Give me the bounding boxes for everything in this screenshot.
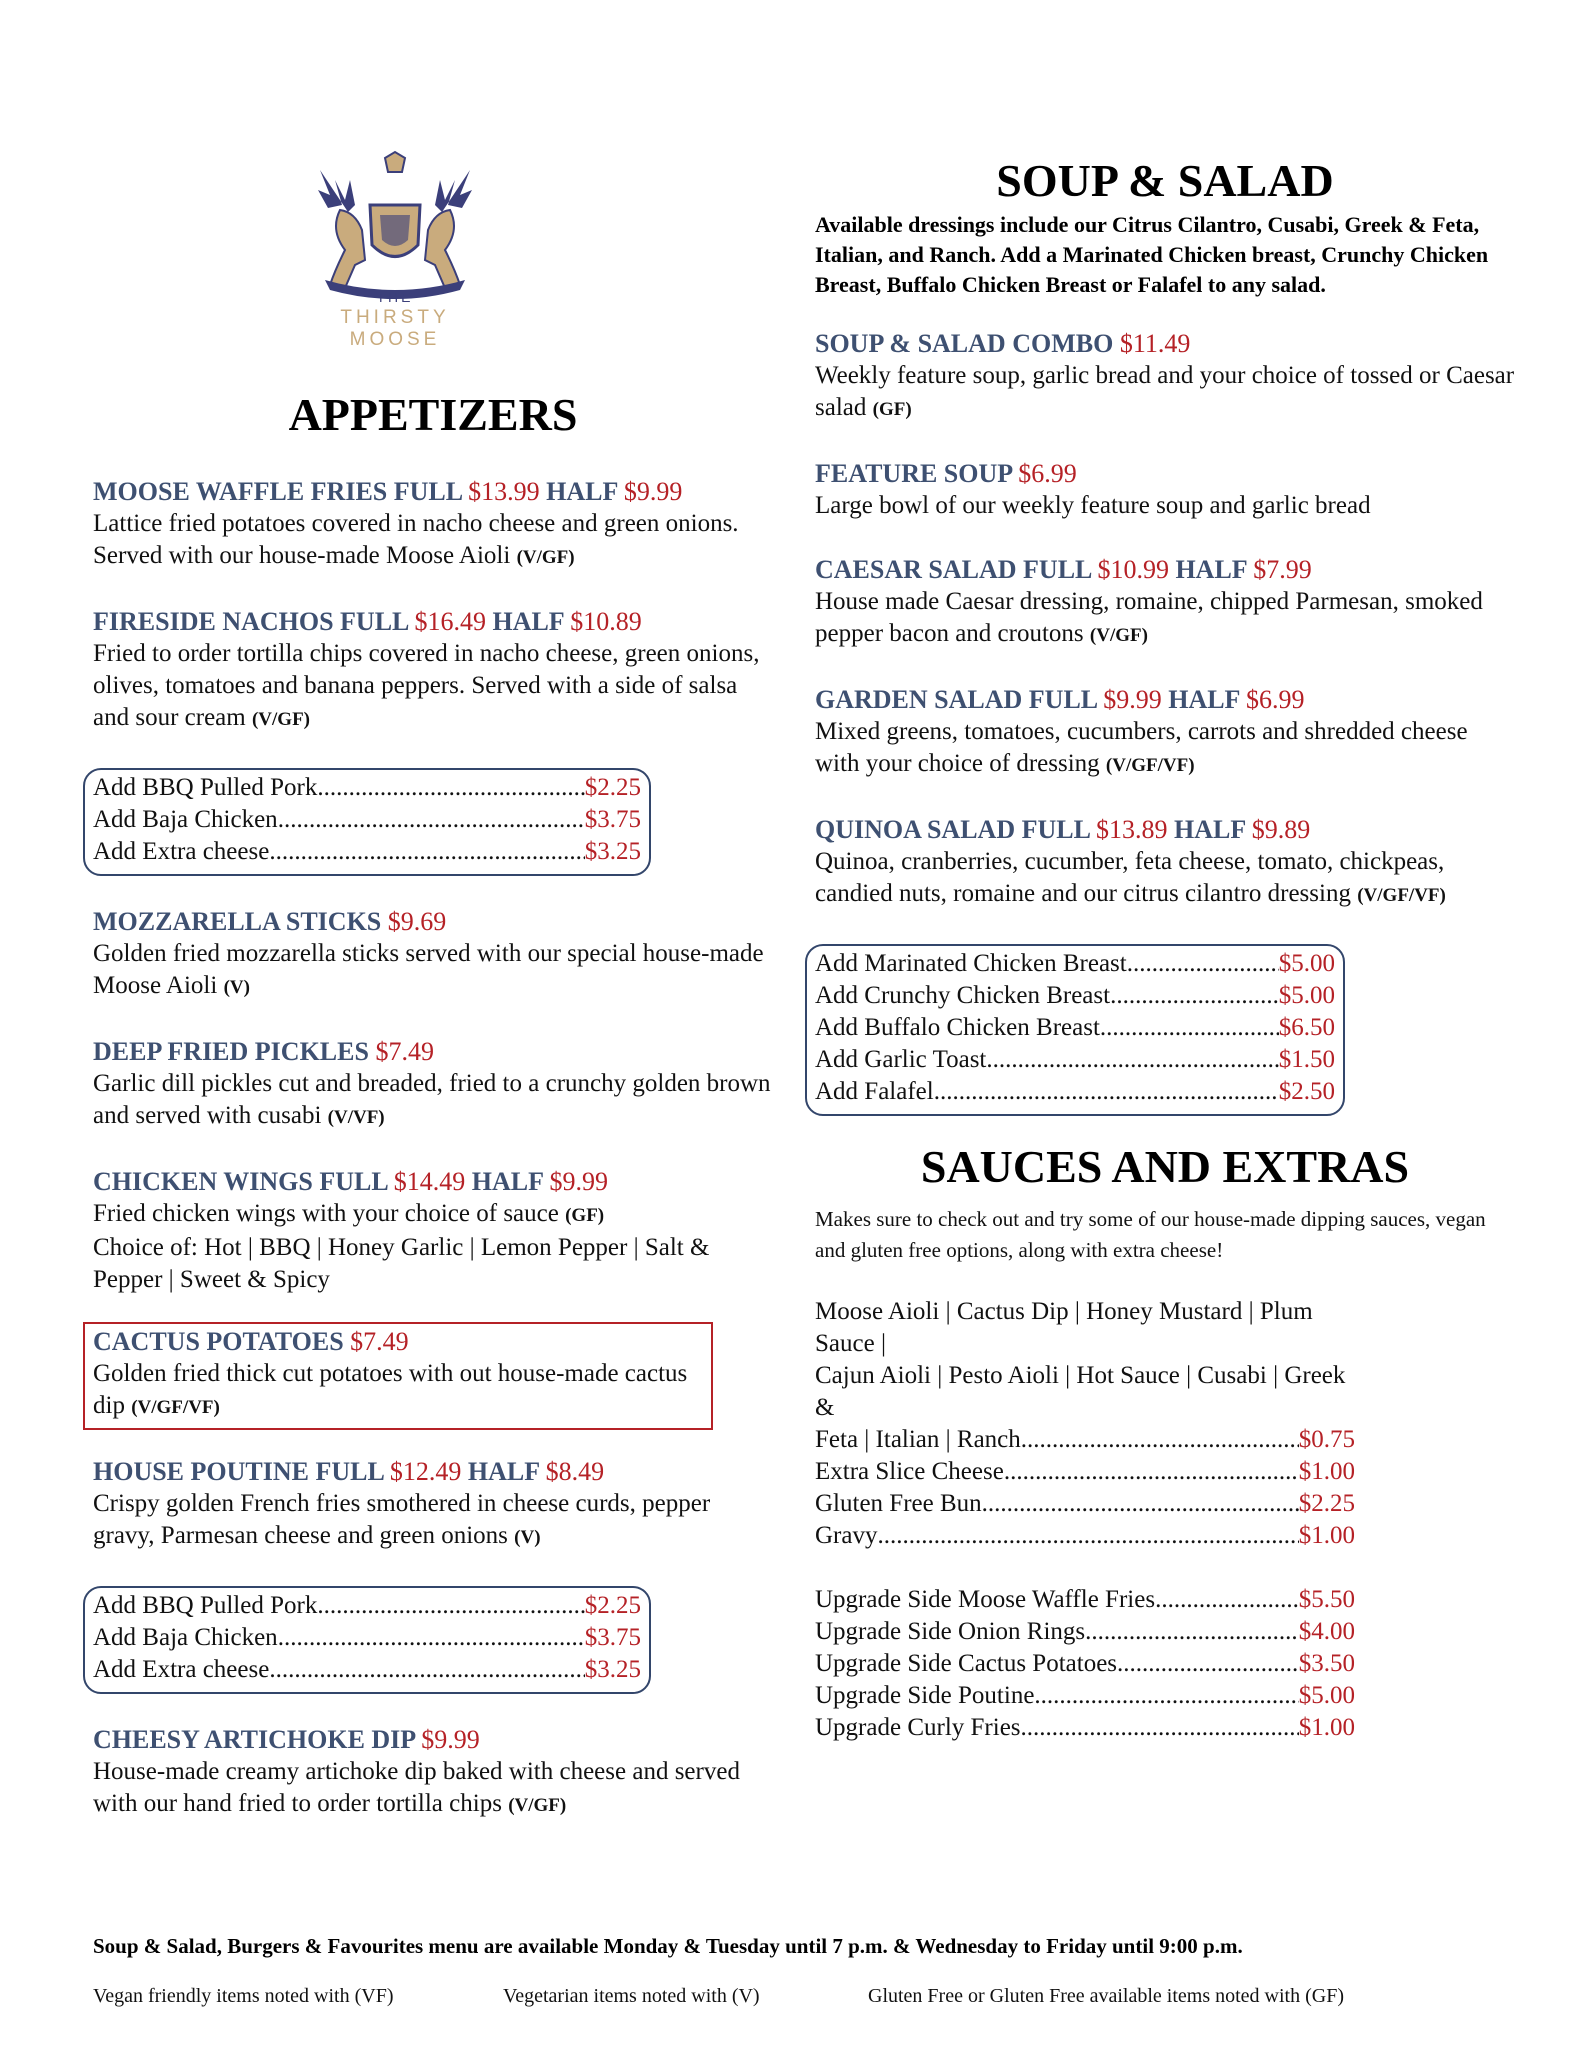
addon-row bbox=[93, 772, 641, 804]
item-price-half: $7.99 bbox=[1253, 555, 1312, 584]
addon-name: Add BBQ Pulled Pork bbox=[93, 1592, 318, 1619]
appetizers-title: APPETIZERS bbox=[288, 389, 578, 440]
diet-tag: (V/GF/VF) bbox=[131, 1397, 220, 1418]
addon-price: $3.75 bbox=[584, 806, 641, 833]
logo-text-the: THE bbox=[376, 289, 414, 305]
addon-price: $1.50 bbox=[1278, 1046, 1335, 1073]
diet-tag: (V/VF) bbox=[327, 1107, 385, 1128]
item-price-full: $14.49 bbox=[393, 1167, 466, 1196]
dressings-intro: Available dressings include our Citrus Cilantro, Cusabi, Greek & Feta, Italian, and Ranch. Add a Marinated Chicken breast, Crunchy Chicken Breast, Buffalo Chicken Breast or Falafel to any salad. bbox=[815, 212, 1489, 297]
item-price: $9.99 bbox=[421, 1725, 480, 1754]
menu-item-moose-waffle-fries bbox=[93, 476, 773, 574]
upgrade-row bbox=[815, 1616, 1355, 1648]
item-name: MOOSE WAFFLE FRIES FULL bbox=[93, 477, 462, 506]
item-price-full: $16.49 bbox=[414, 607, 486, 636]
item-price: $11.49 bbox=[1119, 329, 1191, 358]
item-label-half: HALF bbox=[1168, 685, 1240, 714]
item-price: $6.99 bbox=[1018, 459, 1077, 488]
logo-text-thirsty: THIRSTY bbox=[340, 307, 450, 328]
upgrade-name: Upgrade Side Cactus Potatoes bbox=[815, 1650, 1118, 1677]
addon-price: $6.50 bbox=[1278, 1014, 1335, 1041]
extra-price: $1.00 bbox=[1298, 1522, 1355, 1549]
item-price-full: $10.99 bbox=[1097, 555, 1169, 584]
menu-item-house-poutine bbox=[93, 1456, 773, 1554]
leader-dots bbox=[1021, 1712, 1299, 1744]
addon-name: Add Extra cheese bbox=[93, 1656, 270, 1683]
poutine-addons-box bbox=[83, 1586, 651, 1694]
addon-name: Add Extra cheese bbox=[93, 838, 270, 865]
addon-price: $3.25 bbox=[584, 1656, 641, 1683]
addon-row bbox=[815, 980, 1335, 1012]
legend-gluten-free: Gluten Free or Gluten Free available items noted with (GF) bbox=[868, 1985, 1344, 2007]
diet-tag: (V/GF) bbox=[508, 1795, 567, 1816]
item-price-half: $9.99 bbox=[623, 477, 683, 506]
diet-tag: (GF) bbox=[872, 399, 912, 420]
logo-text-moose: MOOSE bbox=[349, 329, 441, 350]
addon-name: Add Crunchy Chicken Breast bbox=[815, 982, 1111, 1009]
addon-row bbox=[815, 1076, 1335, 1108]
upgrades-list bbox=[815, 1584, 1355, 1744]
menu-item-garden-salad bbox=[815, 684, 1515, 782]
leader-dots bbox=[986, 1044, 1278, 1076]
item-name: CACTUS POTATOES bbox=[93, 1327, 344, 1356]
legend-vegan: Vegan friendly items noted with (VF) bbox=[93, 1985, 394, 2007]
thirsty-moose-logo bbox=[300, 150, 490, 350]
nachos-addons-box bbox=[83, 768, 651, 876]
moose-crest-icon bbox=[300, 150, 490, 350]
sauces-intro: Makes sure to check out and try some of our house-made dipping sauces, vegan and gluten free options, along with extra cheese! bbox=[815, 1207, 1486, 1262]
upgrade-name: Upgrade Side Moose Waffle Fries bbox=[815, 1586, 1156, 1613]
item-name: FEATURE SOUP bbox=[815, 459, 1012, 488]
addon-price: $5.00 bbox=[1278, 982, 1335, 1009]
item-price: $7.49 bbox=[350, 1327, 409, 1356]
menu-item-soup-salad-combo bbox=[815, 328, 1515, 426]
sauces-list bbox=[815, 1296, 1355, 1552]
menu-item-feature-soup bbox=[815, 458, 1515, 522]
addon-row bbox=[815, 948, 1335, 980]
item-name: QUINOA SALAD FULL bbox=[815, 815, 1090, 844]
menu-item-chicken-wings bbox=[93, 1166, 773, 1296]
upgrade-row bbox=[815, 1680, 1355, 1712]
addon-row bbox=[815, 1012, 1335, 1044]
leader-dots bbox=[1004, 1456, 1299, 1488]
sauce-names-line: Moose Aioli | Cactus Dip | Honey Mustard | Plum Sauce | bbox=[815, 1298, 1313, 1357]
item-label-half: HALF bbox=[1174, 815, 1246, 844]
addon-name: Add Baja Chicken bbox=[93, 806, 278, 833]
upgrade-price: $3.50 bbox=[1298, 1650, 1355, 1677]
item-price-full: $13.99 bbox=[468, 477, 540, 506]
item-price-full: $13.89 bbox=[1096, 815, 1168, 844]
item-price: $7.49 bbox=[375, 1037, 434, 1066]
leader-dots bbox=[317, 772, 584, 804]
sauces-extras-title: SAUCES AND EXTRAS bbox=[920, 1141, 1410, 1192]
leader-dots bbox=[934, 1076, 1279, 1108]
item-price-full: $9.99 bbox=[1103, 685, 1162, 714]
item-name: CHICKEN WINGS FULL bbox=[93, 1167, 388, 1196]
wing-sauce-choices: Choice of: Hot | BBQ | Honey Garlic | Lemon Pepper | Salt & Pepper | Sweet & Spicy bbox=[93, 1234, 710, 1293]
addon-row bbox=[815, 1044, 1335, 1076]
leader-dots bbox=[1127, 948, 1279, 980]
addon-price: $3.25 bbox=[584, 838, 641, 865]
diet-tag: (V) bbox=[223, 977, 250, 998]
upgrade-name: Upgrade Side Poutine bbox=[815, 1682, 1035, 1709]
addon-row bbox=[93, 1654, 641, 1686]
leader-dots bbox=[877, 1520, 1298, 1552]
addon-name: Add Buffalo Chicken Breast bbox=[815, 1014, 1100, 1041]
item-price: $9.69 bbox=[387, 907, 447, 936]
item-description: Quinoa, cranberries, cucumber, feta cheese, tomato, chickpeas, candied nuts, romaine and our citrus cilantro dressing bbox=[815, 848, 1445, 907]
item-name: GARDEN SALAD FULL bbox=[815, 685, 1097, 714]
item-description: Garlic dill pickles cut and breaded, fried to a crunchy golden brown and served with cusabi bbox=[93, 1070, 771, 1129]
leader-dots bbox=[269, 836, 584, 868]
item-name: HOUSE POUTINE FULL bbox=[93, 1457, 384, 1486]
menu-item-cactus-potatoes bbox=[83, 1322, 713, 1430]
addon-price: $3.75 bbox=[584, 1624, 641, 1651]
menu-item-cheesy-artichoke-dip bbox=[93, 1724, 773, 1822]
addon-name: Add Falafel bbox=[815, 1078, 934, 1105]
diet-tag: (V/GF/VF) bbox=[1105, 755, 1195, 776]
extra-row bbox=[815, 1456, 1355, 1488]
addon-row bbox=[93, 1622, 641, 1654]
extra-name: Feta | Italian | Ranch bbox=[815, 1426, 1021, 1453]
addon-price: $2.25 bbox=[584, 774, 641, 801]
diet-tag: (V/GF/VF) bbox=[1357, 885, 1446, 906]
leader-dots bbox=[278, 804, 585, 836]
diet-tag: (V) bbox=[514, 1527, 541, 1548]
item-description: House made Caesar dressing, romaine, chipped Parmesan, smoked pepper bacon and croutons bbox=[815, 588, 1483, 647]
addon-name: Add Baja Chicken bbox=[93, 1624, 278, 1651]
upgrade-price: $4.00 bbox=[1298, 1618, 1355, 1645]
item-price-half: $8.49 bbox=[545, 1457, 605, 1486]
addon-row bbox=[93, 1590, 641, 1622]
extra-name: Gluten Free Bun bbox=[815, 1490, 982, 1517]
extra-row bbox=[815, 1488, 1355, 1520]
item-description: Crispy golden French fries smothered in cheese curds, pepper gravy, Parmesan cheese and green onions bbox=[93, 1490, 711, 1549]
addon-name: Add Marinated Chicken Breast bbox=[815, 950, 1127, 977]
extra-row bbox=[815, 1424, 1355, 1456]
salad-addons-box bbox=[805, 944, 1345, 1116]
addon-price: $2.50 bbox=[1278, 1078, 1335, 1105]
item-price-half: $6.99 bbox=[1245, 685, 1305, 714]
addon-row bbox=[93, 804, 641, 836]
extra-name: Gravy bbox=[815, 1522, 878, 1549]
extra-price: $0.75 bbox=[1298, 1426, 1355, 1453]
availability-note: Soup & Salad, Burgers & Favourites menu are available Monday & Tuesday until 7 p.m. & Wednesday to Friday until 9:00 p.m. bbox=[93, 1934, 1243, 1958]
leader-dots bbox=[269, 1654, 584, 1686]
leader-dots bbox=[317, 1590, 584, 1622]
item-description: Fried chicken wings with your choice of sauce bbox=[93, 1200, 559, 1227]
item-price-half: $10.89 bbox=[570, 607, 642, 636]
item-description: Lattice fried potatoes covered in nacho cheese and green onions. Served with our house-made Moose Aioli bbox=[93, 510, 739, 569]
item-description: House-made creamy artichoke dip baked with cheese and served with our hand fried to order tortilla chips bbox=[93, 1758, 740, 1817]
leader-dots bbox=[1100, 1012, 1279, 1044]
leader-dots bbox=[1085, 1616, 1299, 1648]
item-label-half: HALF bbox=[471, 1167, 544, 1196]
item-label-half: HALF bbox=[492, 607, 564, 636]
extra-price: $2.25 bbox=[1298, 1490, 1355, 1517]
diet-tag: (GF) bbox=[565, 1205, 605, 1226]
sauce-names-line: Cajun Aioli | Pesto Aioli | Hot Sauce | Cusabi | Greek & bbox=[815, 1362, 1346, 1421]
leader-dots bbox=[1155, 1584, 1299, 1616]
item-name: MOZZARELLA STICKS bbox=[93, 907, 382, 936]
item-price-half: $9.89 bbox=[1251, 815, 1311, 844]
extra-price: $1.00 bbox=[1298, 1458, 1355, 1485]
leader-dots bbox=[278, 1622, 585, 1654]
upgrade-price: $5.50 bbox=[1298, 1586, 1355, 1613]
item-name: FIRESIDE NACHOS FULL bbox=[93, 607, 408, 636]
item-label-half: HALF bbox=[1175, 555, 1247, 584]
item-name: CAESAR SALAD FULL bbox=[815, 555, 1091, 584]
item-description: Large bowl of our weekly feature soup and garlic bread bbox=[815, 492, 1371, 519]
item-description: Weekly feature soup, garlic bread and your choice of tossed or Caesar salad bbox=[815, 362, 1515, 421]
upgrade-price: $5.00 bbox=[1298, 1682, 1355, 1709]
menu-item-mozzarella-sticks bbox=[93, 906, 773, 1004]
diet-tag: (V/GF) bbox=[1089, 625, 1148, 646]
leader-dots bbox=[1110, 980, 1279, 1012]
appetizers-column bbox=[93, 476, 773, 1854]
addon-row bbox=[93, 836, 641, 868]
item-name: CHEESY ARTICHOKE DIP bbox=[93, 1725, 415, 1754]
upgrade-row bbox=[815, 1712, 1355, 1744]
soup-salad-column bbox=[815, 150, 1515, 1744]
item-name: SOUP & SALAD COMBO bbox=[815, 329, 1114, 358]
addon-price: $5.00 bbox=[1278, 950, 1335, 977]
leader-dots bbox=[982, 1488, 1299, 1520]
upgrade-name: Upgrade Curly Fries bbox=[815, 1714, 1021, 1741]
diet-tag: (V/GF) bbox=[251, 709, 311, 730]
item-label-half: HALF bbox=[467, 1457, 540, 1486]
extra-name: Extra Slice Cheese bbox=[815, 1458, 1004, 1485]
item-description: Golden fried thick cut potatoes with out house-made cactus dip bbox=[93, 1360, 688, 1419]
leader-dots bbox=[1034, 1680, 1298, 1712]
upgrade-row bbox=[815, 1648, 1355, 1680]
addon-name: Add BBQ Pulled Pork bbox=[93, 774, 318, 801]
item-description: Fried to order tortilla chips covered in nacho cheese, green onions, olives, tomatoes and banana peppers. Served with a side of salsa and sour cream bbox=[93, 640, 760, 731]
leader-dots bbox=[1117, 1648, 1299, 1680]
menu-item-caesar-salad bbox=[815, 554, 1515, 652]
upgrade-price: $1.00 bbox=[1298, 1714, 1355, 1741]
item-price-half: $9.99 bbox=[549, 1167, 609, 1196]
leader-dots bbox=[1021, 1424, 1299, 1456]
item-description: Mixed greens, tomatoes, cucumbers, carrots and shredded cheese with your choice of dressing bbox=[815, 718, 1468, 777]
menu-item-deep-fried-pickles bbox=[93, 1036, 773, 1134]
legend-vegetarian: Vegetarian items noted with (V) bbox=[503, 1985, 760, 2007]
item-description: Golden fried mozzarella sticks served with our special house-made Moose Aioli bbox=[93, 940, 764, 999]
menu-item-fireside-nachos bbox=[93, 606, 773, 736]
menu-item-quinoa-salad bbox=[815, 814, 1515, 912]
addon-name: Add Garlic Toast bbox=[815, 1046, 987, 1073]
addon-price: $2.25 bbox=[584, 1592, 641, 1619]
soup-salad-title: SOUP & SALAD bbox=[996, 155, 1334, 206]
item-label-half: HALF bbox=[546, 477, 618, 506]
upgrade-row bbox=[815, 1584, 1355, 1616]
diet-tag: (V/GF) bbox=[516, 547, 575, 568]
item-name: DEEP FRIED PICKLES bbox=[93, 1037, 369, 1066]
upgrade-name: Upgrade Side Onion Rings bbox=[815, 1618, 1086, 1645]
item-price-full: $12.49 bbox=[389, 1457, 462, 1486]
extra-row bbox=[815, 1520, 1355, 1552]
